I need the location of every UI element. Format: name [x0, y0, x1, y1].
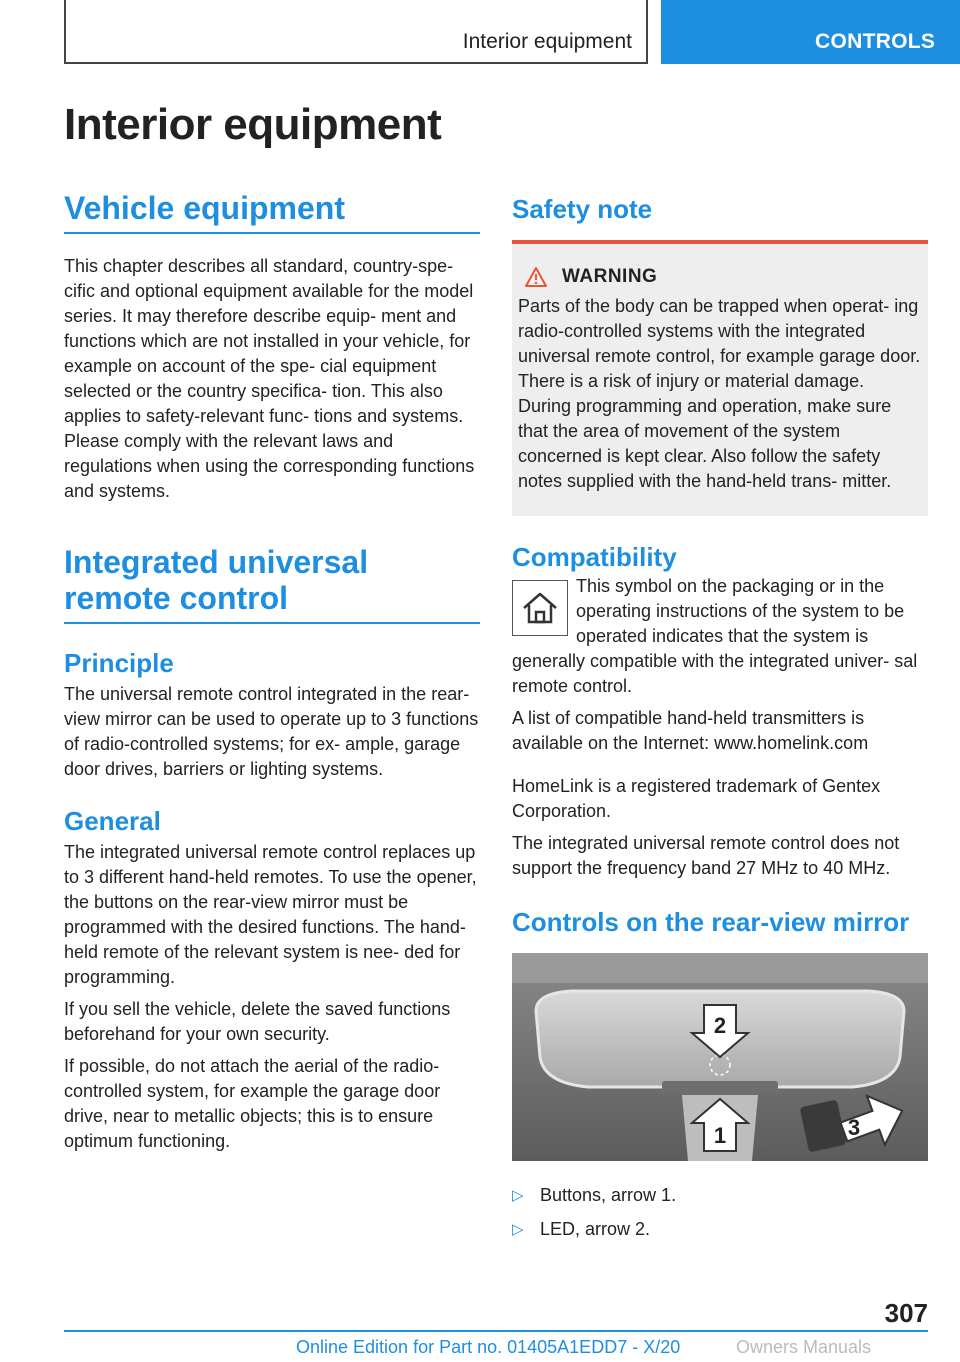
list-item: [512, 1183, 928, 1208]
compatibility-paragraph-4: The integrated universal remote control does not support the frequency band 27 MHz to 40 MHz.: [512, 833, 900, 878]
heading-safety-note: Safety note: [512, 194, 653, 224]
heading-controls-rear-view-mirror: Controls on the rear-view mirror: [512, 907, 910, 937]
legend-list: [512, 1183, 928, 1242]
warning-title: [524, 266, 922, 288]
page-title: Interior equipment: [64, 100, 442, 149]
home-icon: [520, 590, 560, 626]
legend-item-1: Buttons, arrow 1.: [540, 1185, 677, 1205]
heading-vehicle-equipment: Vehicle equipment: [64, 190, 480, 234]
warning-triangle-icon: [524, 266, 548, 288]
list-item: [512, 1217, 928, 1242]
header-section-label: Interior equipment: [462, 30, 632, 53]
principle-body: The universal remote control integrated in the rear-view mirror can be used to operate up to 3 functions of radio-controlled systems; for ex‐ ample, garage door drives, barriers or lighting systems.: [64, 684, 479, 779]
compatibility-paragraph-3: HomeLink is a registered trademark of Gentex Corporation.: [512, 776, 881, 821]
header-chapter-label: CONTROLS: [815, 30, 936, 53]
homelink-symbol: [512, 580, 568, 636]
footer-rule: [64, 1330, 928, 1332]
edition-note: Online Edition for Part no. 01405A1EDD7 - X/20: [296, 1337, 681, 1357]
watermark: Owners Manuals: [736, 1337, 872, 1357]
rear-view-mirror-illustration: [512, 953, 928, 1161]
heading-compatibility: Compatibility: [512, 542, 677, 572]
heading-integrated-universal-remote-control: Integrated universal remote control: [64, 544, 480, 624]
warning-label: WARNING: [562, 266, 658, 287]
left-column: [64, 190, 480, 1154]
heading-principle: Principle: [64, 648, 174, 678]
mirror-button-strip: [662, 1081, 778, 1095]
page-number: 307: [884, 1298, 928, 1328]
header-section-tab: [64, 0, 648, 64]
general-paragraph-2: If you sell the vehicle, delete the saved functions beforehand for your own security.: [64, 999, 451, 1044]
compatibility-paragraph-2: A list of compatible hand-held transmitters is available on the Internet: www.homelink.com: [512, 708, 869, 753]
right-column: [512, 190, 928, 1251]
compatibility-paragraph-1: This symbol on the packaging or in the operating instructions of the system to be operated indicates that the system is generally compatible with the integrated univer‐ sal remote control.: [512, 576, 918, 696]
general-paragraph-3: If possible, do not attach the aerial of the radio- controlled system, for example the garage door drive, near to metallic objects; this is to ensure optimum functioning.: [64, 1056, 441, 1151]
bullet-triangle-icon: ▷: [512, 1187, 524, 1204]
arrow-1-label: 1: [713, 1123, 727, 1148]
arrow-3-label: 3: [847, 1115, 861, 1140]
header-chapter-tab: [661, 0, 960, 64]
heading-general: General: [64, 806, 161, 836]
general-paragraph-1: The integrated universal remote control replaces up to 3 different hand-held remotes. To use the opener, the buttons on the rear-view mirror must be programmed with the desired functions. The hand-held remote of the relevant system is nee‐ ded for programming.: [64, 842, 477, 987]
warning-box: [512, 240, 928, 516]
warning-body: Parts of the body can be trapped when operat‐ ing radio-controlled systems with the integrated universal remote control, for example garage door. There is a risk of injury or material damage. During programming and operation, make sure that the area of movement of the system concerned is kept clear. Also follow the safety notes supplied with the hand-held trans‐ mitter.: [518, 296, 921, 491]
bullet-triangle-icon: ▷: [512, 1221, 524, 1238]
legend-item-2: LED, arrow 2.: [540, 1219, 651, 1239]
compatibility-block: [512, 574, 928, 699]
arrow-2-label: 2: [713, 1013, 727, 1038]
vehicle-equipment-body: This chapter describes all standard, country-spe‐ cific and optional equipment available for the model series. It may therefore describe equip‐ ment and functions which are not installed in your vehicle, for example on account of the spe‐ cial equipment selected or the country specifica‐ tion. This also applies to safety-relevant func‐ tions and systems. Please comply with the relevant laws and regulations when using the corresponding functions and systems.: [64, 256, 475, 501]
